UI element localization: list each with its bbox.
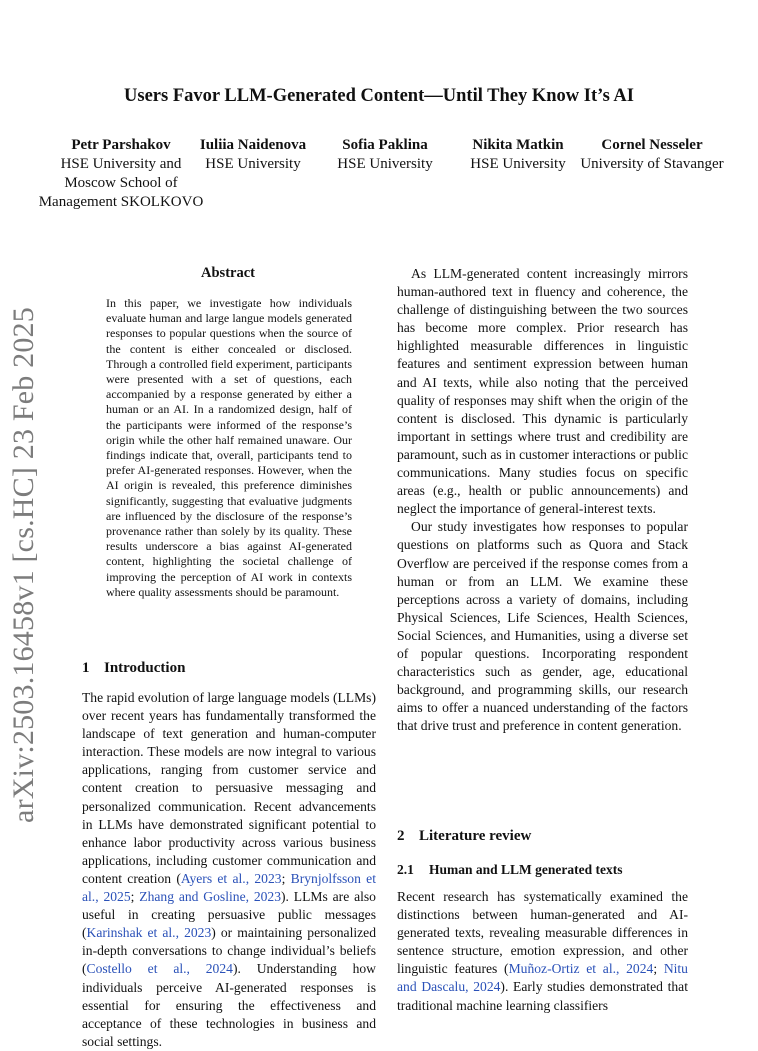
abstract-text: In this paper, we investigate how individuals evaluate human and large langue models generated responses to popular questions when the source of the content is either concealed or disclosed. Through a controlled field experiment, participants were presented with a set of questions, each accompanied by a response generated by either a human or an AI. In a randomized design, half of the participants were informed of the response’s origin while the other half remained unaware. Our findings indicate that, overall, participants tend to prefer AI-generated responses. However, when the AI origin is revealed, this preference diminishes significantly, suggesting that evaluative judgments are influenced by the disclosure of the response’s provenance rather than solely by its quality. These results underscore a bias against AI-generated content, highlighting the societal challenge of improving the perception of AI work in contexts where quality assessments should be paramount. bbox=[106, 296, 352, 599]
section-heading-literature-review bbox=[397, 828, 531, 845]
subsection-number: 2.1 bbox=[397, 862, 414, 877]
subsection-heading bbox=[397, 862, 623, 878]
section-title: Introduction bbox=[104, 660, 186, 676]
intro-right-column bbox=[397, 265, 688, 735]
author-name: Nikita Matkin bbox=[472, 137, 564, 153]
citation-link[interactable]: Brynjolfsson et al., 2025 bbox=[82, 870, 376, 905]
literature-column bbox=[397, 888, 688, 1015]
intro-paragraph-2: As LLM-generated content increasingly mirrors human-authored text in fluency and coherence, the challenge of distinguishing between the two sources has become more complex. Prior research has highlighted measurable differences in linguistic features and sentiment expression between human and AI texts, while also noting that the perceived quality of responses may shift when the origin of the content is disclosed. This dynamic is particularly important in settings where trust and credibility are paramount, such as in customer interactions or public communications. Many studies focus on specific areas (e.g., health or public announcements) and neglect the importance of general-interest texts. bbox=[397, 266, 688, 517]
author-name: Iuliia Naidenova bbox=[199, 137, 307, 153]
author-block bbox=[572, 136, 732, 174]
section-number: 1 bbox=[82, 660, 90, 676]
arxiv-id-text: arXiv:2503.16458v1 [cs.HC] 23 Feb 2025 bbox=[7, 307, 40, 823]
citation-link[interactable]: Ayers et al., 2023 bbox=[180, 870, 282, 886]
author-name: Sofia Paklina bbox=[342, 137, 428, 153]
author-block bbox=[193, 136, 313, 174]
section-title: Literature review bbox=[419, 828, 532, 844]
section-heading-introduction bbox=[82, 660, 185, 677]
citation-link[interactable]: Zhang and Gosline, 2023 bbox=[139, 889, 282, 905]
intro-left-column bbox=[82, 689, 376, 1051]
author-affiliation: HSE University bbox=[205, 156, 301, 172]
author-block bbox=[325, 136, 445, 174]
arxiv-identifier bbox=[4, 307, 44, 823]
citation-link[interactable]: Karinshak et al., 2023 bbox=[86, 925, 212, 941]
author-affiliation: Moscow School of bbox=[64, 175, 178, 191]
citation-link[interactable]: Nitu and Dascalu, 2024 bbox=[397, 961, 688, 995]
literature-paragraph: Recent research has systematically examined the distinctions between human-generated and AI-generated texts, revealing measurable differences in sentence structure, emotion expression, and other linguistic features (Muñoz-Ortiz et al., 2024; Nitu and Dascalu, 2024). Early studies demonstrated that traditional machine learning classifiers bbox=[397, 889, 688, 1013]
abstract-heading: Abstract bbox=[201, 265, 255, 281]
section-number: 2 bbox=[397, 828, 405, 844]
author-name: Cornel Nesseler bbox=[601, 137, 703, 153]
author-affiliation: Management SKOLKOVO bbox=[38, 194, 204, 210]
citation-link[interactable]: Costello et al., 2024 bbox=[86, 961, 233, 977]
author-affiliation: HSE University bbox=[337, 156, 433, 172]
intro-paragraph-3: Our study investigates how responses to popular questions on platforms such as Quora and Stack Overflow are perceived if the response comes from a human or from an LLM. We examine these perceptions across a variety of domains, including Physical Sciences, Life Sciences, Health Sciences, Social Sciences, and Humanities, using a diverse set of popular questions. Incorporating respondent characteristics such as gender, age, educational background, and programming skills, our research aims to offer a nuanced understanding of the factors that drive trust and preference in content generation. bbox=[397, 519, 688, 734]
author-block bbox=[30, 136, 212, 212]
author-name: Petr Parshakov bbox=[71, 137, 171, 153]
citation-link[interactable]: Muñoz-Ortiz et al., 2024 bbox=[508, 961, 654, 977]
intro-paragraph-1: The rapid evolution of large language models (LLMs) over recent years has fundamentally transformed the landscape of text generation and human-computer interaction. These models are now integral to various applications, ranging from customer service and content creation to persuasive messaging and personalized communication. Recent advancements in LLMs have demonstrated significant potential to enhance labor productivity across various business applications, including customer communication and content creation (Ayers et al., 2023; Brynjolfsson et al., 2025; Zhang and Gosline, 2023). LLMs are also useful in creating persuasive public messages (Karinshak et al., 2023) or maintaining personalized in-depth conversations to change individual’s beliefs (Costello et al., 2024). Understanding how individuals perceive AI-generated responses is essential for ensuring the effectiveness and acceptance of these technologies in business and social settings. bbox=[82, 690, 376, 1049]
author-block bbox=[458, 136, 578, 174]
paper-title: Users Favor LLM-Generated Content—Until They Know It’s AI bbox=[124, 86, 634, 106]
author-affiliation: University of Stavanger bbox=[580, 156, 724, 172]
subsection-title: Human and LLM generated texts bbox=[429, 862, 623, 877]
author-affiliation: HSE University bbox=[470, 156, 566, 172]
author-affiliation: HSE University and bbox=[60, 156, 182, 172]
